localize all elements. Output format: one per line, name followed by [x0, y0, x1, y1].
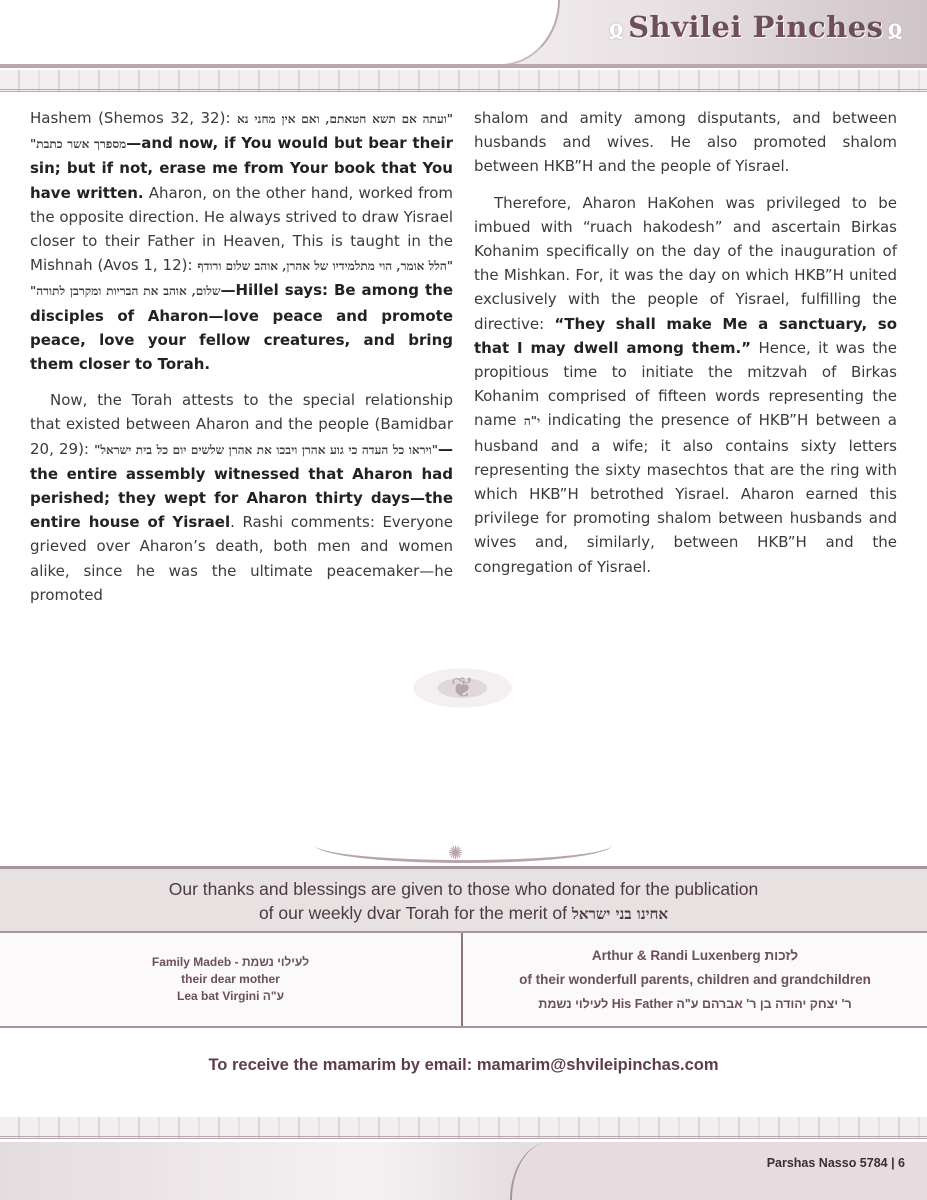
- scroll-ornament-icon: ჲ: [887, 14, 903, 43]
- header-curve: [0, 0, 560, 66]
- donors: [0, 933, 927, 1026]
- page-number: Parshas Nasso 5784 | 6: [766, 1156, 905, 1170]
- paragraph: [30, 388, 453, 607]
- right-column: [474, 106, 897, 591]
- footer-curve: [510, 1142, 927, 1200]
- bold-translation: —the entire assembly witnessed that Aharon had perished; they wept for Aharon thirty days—the entire house of Yisrael: [30, 439, 453, 532]
- left-column: [30, 106, 453, 619]
- ornamental-border-bottom: [0, 1117, 927, 1139]
- text: of our weekly dvar Torah for the merit of: [258, 903, 572, 923]
- donation-box: [0, 866, 927, 1028]
- bold-quote: “They shall make Me a sanctuary, so that I may dwell among them.”: [474, 314, 897, 357]
- text: indicating the presence of HKB”H between a husband and a wife; it also contains sixty letters representing the sixty masechtos that are the ring with which HKB”H betrothed Yisrael. Aharon earned this privilege for promoting shalom between husbands and wives and, similarly, between HKB”H and the congregation of Yisrael.: [474, 411, 897, 576]
- donation-header: [0, 869, 927, 933]
- text: Aharon, on the other hand, worked from the opposite direction. He always strived to draw Yisrael closer to their Father in Heaven, This is taught in the Mishnah (Avos 1, 12):: [30, 183, 454, 275]
- hebrew-quote: "הלל אומר, הוי מתלמידיו של אהרן, אוהב שלום ורודף שלום, אוהב את הבריות ומקרבן לתורה": [30, 259, 453, 299]
- ornamental-border-top: [0, 70, 927, 92]
- text: Now, the Torah attests to the special relationship that existed between Aharon and the people (Bamidbar 20, 29):: [30, 391, 453, 458]
- donor-line: of their wonderfull parents, children and grandchildren: [519, 971, 871, 987]
- hebrew-text: אחינו בני ישראל: [571, 905, 669, 923]
- publication-title: [605, 10, 907, 44]
- donor-line: לעילוי נשמת His Father ר' יצחק יהודה בן ר' אברהם ע"ה: [538, 996, 852, 1011]
- title-text: Shvilei Pinches: [628, 10, 884, 44]
- donor-line: Lea bat Virgini ע"ה: [176, 989, 285, 1003]
- donation-line: Our thanks and blessings are given to those who donated for the publication: [168, 879, 759, 899]
- hebrew-quote: "ועתה אם תשא חטאתם, ואם אין מחני נא מספרך אשר כתבת": [30, 112, 453, 152]
- page-footer: [0, 1142, 927, 1200]
- paragraph: [474, 191, 897, 579]
- donor-left: [0, 933, 463, 1026]
- donation-line: [0, 901, 927, 926]
- page-header: [0, 0, 927, 66]
- paragraph: shalom and amity among disputants, and between husbands and wives. He also promoted shalom between HKB”H and the people of Yisrael.: [474, 109, 897, 176]
- section-divider-ornament-icon: ❦: [405, 665, 520, 711]
- hebrew-name: י"ה: [523, 414, 541, 429]
- fan-ornament-icon: ✺: [315, 845, 612, 863]
- scroll-ornament-icon: ჲ: [608, 14, 625, 43]
- hebrew-quote: "ויראו כל העדה כי גוע אהרן ויבכו את אהרן שלשים יום כל בית ישראל": [94, 442, 438, 457]
- paragraph: [30, 106, 453, 376]
- bold-translation: —Hillel says: Be among the disciples of Aharon—love peace and promote peace, love your fellow creatures, and bring them closer to Torah.: [30, 281, 454, 374]
- donor-line: Arthur & Randi Luxenberg לזכות: [591, 947, 799, 963]
- header-rule: [0, 64, 927, 68]
- donor-right: [463, 933, 927, 1026]
- text: . Rashi comments: Everyone grieved over Aharon’s death, both men and women alike, since he was the ultimate peacemaker—he promoted: [30, 513, 453, 604]
- text: Therefore, Aharon HaKohen was privileged to be imbued with “ruach hakodesh” and ascertain Birkas Kohanim specifically on the day of the inauguration of the Mishkan. For, it was the day on which HKB”H united exclusively with the people of Yisrael, fulfilling the directive:: [474, 193, 897, 333]
- donor-line: their dear mother: [181, 972, 280, 986]
- email-subscribe-line: To receive the mamarim by email: mamarim@shvileipinchas.com: [208, 1056, 719, 1074]
- text: Hashem (Shemos 32, 32):: [30, 109, 237, 127]
- bold-translation: —and now, if You would but bear their sin; but if not, erase me from Your book that You have written.: [30, 134, 453, 202]
- text: Hence, it was the propitious time to initiate the mitzvah of Birkas Kohanim comprised of fifteen words representing the name: [474, 338, 897, 430]
- donor-line: Family Madeb - לעילוי נשמת: [151, 955, 310, 969]
